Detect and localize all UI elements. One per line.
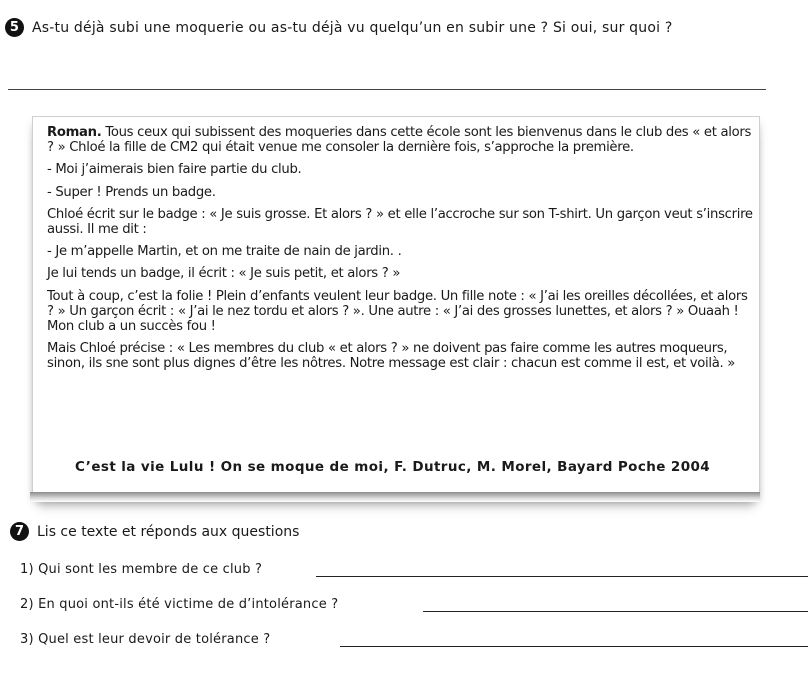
- speaker-name: Roman.: [47, 125, 102, 140]
- story-paragraph-6: Je lui tends un badge, il écrit : « Je suis petit, et alors ? »: [47, 266, 401, 282]
- story-paragraph-4: Chloé écrit sur le badge : « Je suis grosse. Et alors ? » et elle l’accroche sur son T-shirt. Un garçon veut s’inscrire aussi. Il me dit :: [47, 206, 753, 238]
- story-paragraph-7: Tout à coup, c’est la folie ! Plein d’enfants veulent leur badge. Un fille note : « J’ai les oreilles décollées, et alors ? » Un garçon écrit : « J’ai le nez tordu et alors ? ». Une autre : « J’ai des grosses lunettes, et alors ? » Ouaah ! Mon club a un succès fou !: [47, 288, 748, 335]
- story-text: [47, 125, 753, 379]
- question-3: 3) Quel est leur devoir de tolérance ?: [20, 632, 271, 647]
- exercise-5-answer-line[interactable]: [8, 89, 766, 90]
- exercise-7-instruction: Lis ce texte et réponds aux questions: [37, 523, 300, 540]
- question-2-answer-line[interactable]: [423, 611, 808, 612]
- question-2: 2) En quoi ont-ils été victime de d’intolérance ?: [20, 597, 339, 612]
- exercise-5-question: [5, 18, 672, 37]
- exercise-7-number: 7: [10, 522, 29, 541]
- text-box-shadow: [30, 492, 760, 502]
- exercise-7-header: [10, 522, 299, 541]
- question-3-answer-line[interactable]: [340, 646, 808, 647]
- exercise-5-number: 5: [5, 18, 24, 37]
- question-1: 1) Qui sont les membre de ce club ?: [20, 562, 263, 577]
- story-paragraph-3: - Super ! Prends un badge.: [47, 184, 216, 200]
- story-paragraph-8: Mais Chloé précise : « Les membres du club « et alors ? » ne doivent pas faire comme les autres moqueurs, sinon, ils sne sont plus dignes d’être les nôtres. Notre message est clair : chacun est comme il est, et voilà. »: [47, 341, 736, 372]
- story-paragraph-1-text: Tous ceux qui subissent des moqueries dans cette école sont les bienvenus dans le club des « et alors ? » Chloé la fille de CM2 qui était venue me consoler la dernière fois, s’approche la première.: [47, 125, 752, 156]
- question-1-answer-line[interactable]: [316, 576, 808, 577]
- story-paragraph-2: - Moi j’aimerais bien faire partie du club.: [47, 162, 302, 178]
- story-text-box: [32, 116, 760, 496]
- story-source: C’est la vie Lulu ! On se moque de moi, F. Dutruc, M. Morel, Bayard Poche 2004: [75, 459, 711, 475]
- story-paragraph-5: - Je m’appelle Martin, et on me traite de nain de jardin. .: [47, 244, 402, 260]
- exercise-5-text: As-tu déjà subi une moquerie ou as-tu déjà vu quelqu’un en subir une ? Si oui, sur quoi ?: [32, 19, 673, 36]
- story-paragraph-1: [47, 125, 753, 155]
